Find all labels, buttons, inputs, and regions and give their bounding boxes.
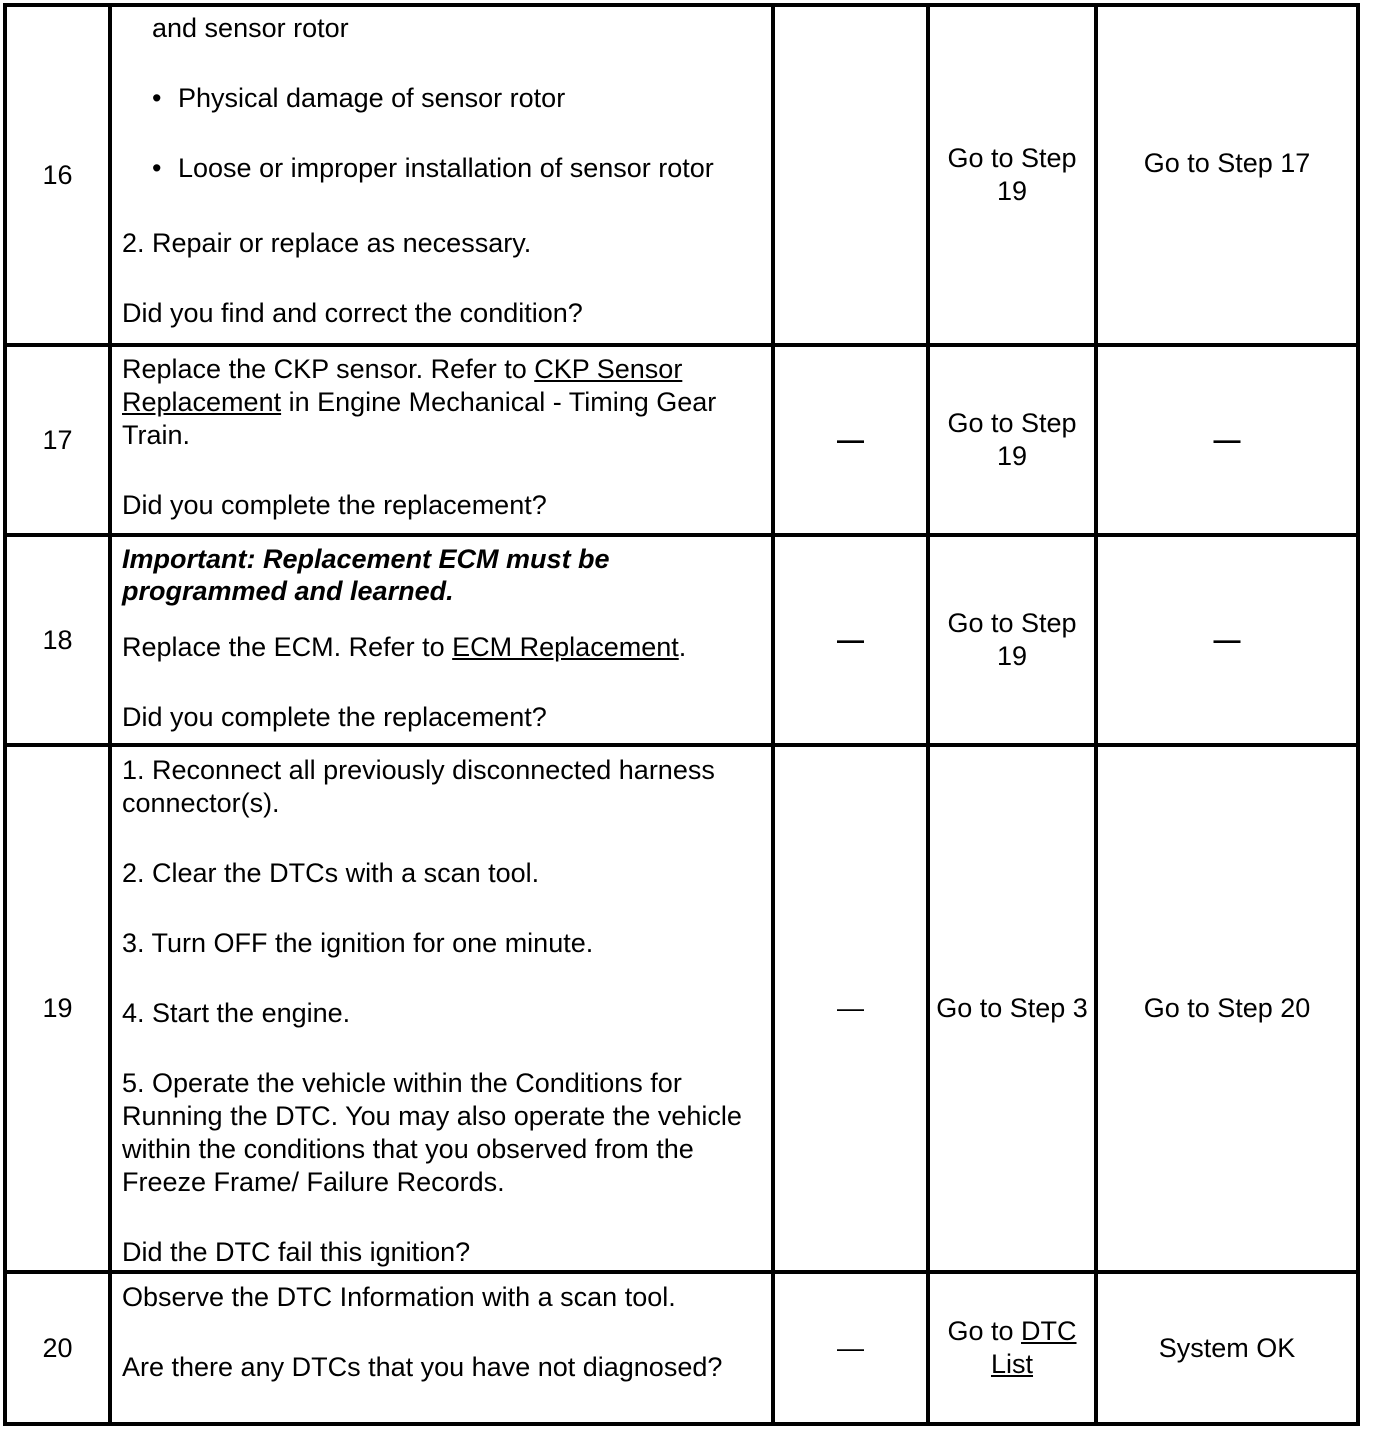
table-row — [5, 1272, 1358, 1424]
table-row — [5, 745, 1358, 1272]
yes-cell: Go to Step 3 — [928, 745, 1096, 1272]
action-question: Did the DTC fail this ignition? — [122, 1237, 471, 1267]
bullet-icon: • — [152, 83, 162, 113]
list-item: • Loose or improper installation of sensor rotor — [152, 153, 714, 183]
action-cell — [110, 535, 773, 745]
action-text: 2. Repair or replace as necessary. — [122, 228, 532, 258]
diagnostic-steps-table — [3, 3, 1360, 1426]
action-text: 3. Turn OFF the ignition for one minute. — [122, 928, 594, 958]
action-text: 2. Clear the DTCs with a scan tool. — [122, 858, 540, 888]
yes-cell: Go to Step 19 — [928, 5, 1096, 345]
ckp-sensor-replacement-link[interactable]: CKP Sensor Replacement — [122, 354, 683, 417]
value-cell: — — [773, 345, 928, 535]
action-question: Are there any DTCs that you have not diagnosed? — [122, 1352, 723, 1382]
action-cell — [110, 1272, 773, 1424]
yes-cell: Go to Step 19 — [928, 345, 1096, 535]
step-number: 19 — [5, 745, 110, 1272]
list-item: • Physical damage of sensor rotor — [152, 83, 566, 113]
table-row — [5, 5, 1358, 345]
action-text: Replace the ECM. Refer to ECM Replacement. — [122, 632, 687, 662]
bullet-icon: • — [152, 153, 162, 183]
yes-cell: Go to Step 19 — [928, 535, 1096, 745]
action-text: Replace the CKP sensor. Refer to CKP Sensor Replacement in Engine Mechanical - Timing Gear Train. — [122, 354, 717, 450]
action-question: Did you find and correct the condition? — [122, 298, 583, 328]
action-question: Did you complete the replacement? — [122, 702, 547, 732]
value-cell: — — [773, 535, 928, 745]
no-cell: — — [1096, 345, 1358, 535]
no-cell: Go to Step 20 — [1096, 745, 1358, 1272]
yes-cell: Go to DTC List — [928, 1272, 1096, 1424]
action-text: Observe the DTC Information with a scan tool. — [122, 1282, 676, 1312]
value-cell: — — [773, 745, 928, 1272]
action-cell — [110, 745, 773, 1272]
action-cell — [110, 5, 773, 345]
dtc-list-link[interactable]: DTC List — [990, 1316, 1077, 1379]
value-cell — [773, 5, 928, 345]
no-cell: Go to Step 17 — [1096, 5, 1358, 345]
step-number: 17 — [5, 345, 110, 535]
action-text: 1. Reconnect all previously disconnected harness connector(s). — [122, 755, 715, 818]
action-cell — [110, 345, 773, 535]
important-note: Important: Replacement ECM must be programmed and learned. — [122, 544, 610, 606]
step-number: 16 — [5, 5, 110, 345]
table-row — [5, 345, 1358, 535]
action-question: Did you complete the replacement? — [122, 490, 547, 520]
no-cell: System OK — [1096, 1272, 1358, 1424]
value-cell: — — [773, 1272, 928, 1424]
action-text: and sensor rotor — [152, 13, 349, 43]
no-cell: — — [1096, 535, 1358, 745]
action-text: 4. Start the engine. — [122, 998, 351, 1028]
action-text: 5. Operate the vehicle within the Conditions for Running the DTC. You may also operate the vehicle within the conditions that you observed from the Freeze Frame/ Failure Records. — [122, 1068, 742, 1197]
table-row — [5, 535, 1358, 745]
ecm-replacement-link[interactable]: ECM Replacement — [452, 632, 679, 662]
step-number: 18 — [5, 535, 110, 745]
step-number: 20 — [5, 1272, 110, 1424]
